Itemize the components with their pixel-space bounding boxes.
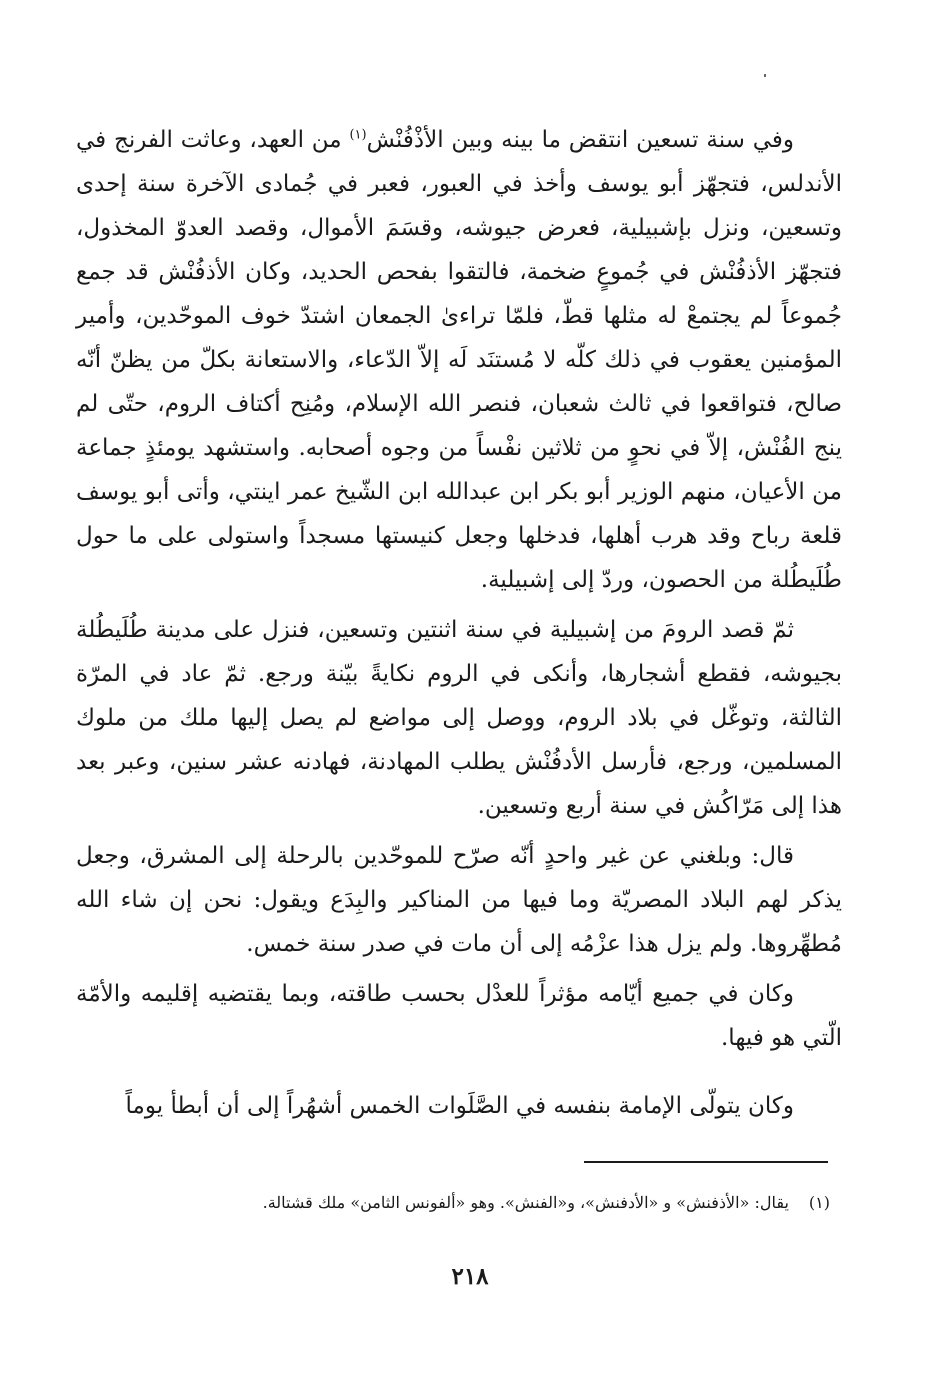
paragraph-3: قال: وبلغني عن غير واحدٍ أنّه صرّح للموحّدين بالرحلة إلى المشرق، وجعل يذكر لهم البلاد المصريّة وما فيها من المناكير والبِدَع ويقول: نحن إن شاء الله مُطهِّروها. ولم يزل هذا عزْمُه إلى أن مات في صدر سنة خمس. [76, 843, 842, 957]
footnote-text: يقال: «الأذفنش» و «الأدفنش»، و«الفنش». وهو «ألفونس الثامن» ملك قشتالة. [262, 1193, 789, 1212]
main-text-block [76, 118, 842, 1128]
footnote-separator [584, 1161, 828, 1163]
paragraph-2: ثمّ قصد الرومَ من إشبيلية في سنة اثنتين وتسعين، فنزل على مدينة طُلَيطُلة بجيوشه، فقطع أشجارها، وأنكى في الروم نكايةً بيّنة ورجع. ثمّ عاد في المرّة الثالثة، وتوغّل في بلاد الروم، ووصل إلى مواضع لم يصل إليها ملك من ملوك المسلمين، ورجع، فأرسل الأدفُنْش يطلب المهادنة، فهادنه عشر سنين، وعبر بعد هذا إلى مَرّاكُش في سنة أربع وتسعين. [76, 617, 842, 819]
page-number: ٢١٨ [451, 1263, 489, 1290]
paragraph-1 [76, 118, 842, 602]
footnote [150, 1190, 830, 1216]
paragraph-1-text-rest: من العهد، وعاثت الفرنج في الأندلس، فتجهّز أبو يوسف وأخذ في العبور، فعبر في جُمادى الآخرة سنة إحدى وتسعين، ونزل بإشبيلية، فعرض جيوشه، وقسَمَ الأموال، وقصد العدوّ المخذول، فتجهّز الأذفُنْش في جُموعٍ ضخمة، فالتقوا بفحص الحديد، وكان الأذفُنْش قد جمع جُموعاً لم يجتمعْ له مثلها قطّ، فلمّا تراءىٰ الجمعان اشتدّ خوف الموحّدين، وأمير المؤمنين يعقوب في ذلك كلّه لا مُستنَد لَه إلاّ الدّعاء، والاستعانة بكلّ من يظنّ أنّه صالح، فتواقعوا في ثالث شعبان، فنصر الله الإسلام، ومُنِح أكتاف الروم، حتّى لم ينج الفُنْش، إلاّ في نحوٍ من ثلاثين نفْساً من وجوه أصحابه. واستشهد يومئذٍ جماعة من الأعيان، منهم الوزير أبو بكر ابن عبدالله ابن الشّيخ عمر اينتي، وأتى أبو يوسف قلعة رباح وقد هرب أهلها، فدخلها وجعل كنيستها مسجداً واستولى على ما حول طُلَيطُلة من الحصون، وردّ إلى إشبيلية. [76, 127, 842, 593]
scan-speck [764, 74, 766, 77]
footnote-marker: (١) [808, 1193, 830, 1212]
paragraph-5: وكان يتولّى الإمامة بنفسه في الصَّلَوات الخمس أشهُراً إلى أن أبطأ يوماً [125, 1093, 794, 1119]
footnote-reference[interactable]: (١) [349, 127, 367, 143]
paragraph-1-text-start: وفي سنة تسعين انتقض ما بينه وبين الأذْفُنْش [366, 127, 795, 153]
paragraph-4: وكان في جميع أيّامه مؤثراً للعدْل بحسب طاقته، وبما يقتضيه إقليمه والأمّة الّتي هو فيها. [76, 981, 842, 1051]
